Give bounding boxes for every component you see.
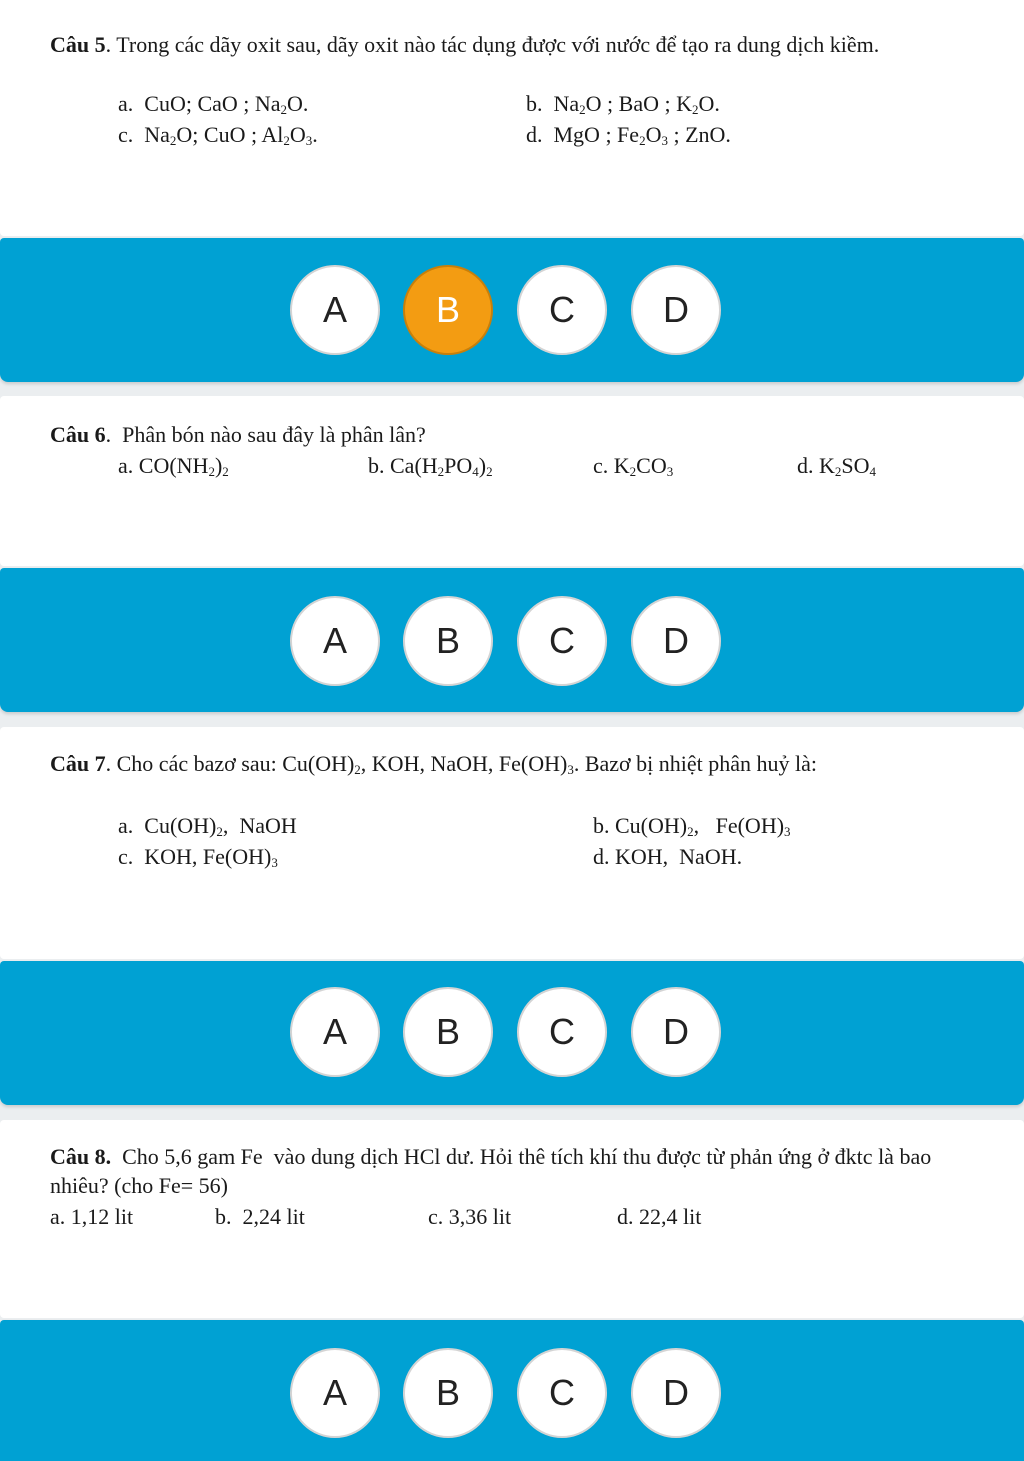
question-body: . Cho các bazơ sau: $Cu(OH)_2$, KOH, NaOH, $Fe(OH)_3$. Bazơ bị nhiệt phân huỷ là: bbox=[105, 751, 818, 777]
answer-button-a[interactable]: A bbox=[290, 987, 380, 1077]
answer-button-b[interactable]: B bbox=[403, 596, 493, 686]
question-panel bbox=[0, 0, 1024, 236]
answer-button-a[interactable]: A bbox=[290, 596, 380, 686]
question-number: Câu 7 bbox=[50, 751, 106, 776]
answer-button-c[interactable]: C bbox=[517, 265, 607, 355]
option-d: d. 22,4 lit bbox=[617, 1204, 702, 1229]
answer-button-b[interactable]: B bbox=[403, 1348, 493, 1438]
option-d: d. KOH, NaOH. bbox=[593, 844, 743, 869]
option-a: a. 1,12 lit bbox=[50, 1204, 134, 1229]
option-a: a. $Cu(OH)_2$, NaOH bbox=[118, 813, 297, 839]
answer-button-b[interactable]: B bbox=[403, 987, 493, 1077]
question-text bbox=[50, 749, 974, 778]
question-number: Câu 5 bbox=[50, 32, 106, 57]
question-panel bbox=[0, 727, 1024, 959]
option-d: d. MgO ; $Fe_2O_3$ ; ZnO. bbox=[526, 122, 731, 148]
option-b: b. $Na_2O$ ; BaO ; $K_2O$. bbox=[526, 91, 720, 117]
answer-bar bbox=[0, 1320, 1024, 1461]
option-c: c. $Na_2O$; CuO ; $Al_2O_3$. bbox=[118, 122, 318, 148]
answer-button-a[interactable]: A bbox=[290, 1348, 380, 1438]
question-text bbox=[50, 420, 974, 449]
question-body: . Trong các dãy oxit sau, dãy oxit nào tác dụng được với nước để tạo ra dung dịch kiềm. bbox=[105, 32, 880, 57]
answer-button-c[interactable]: C bbox=[517, 596, 607, 686]
answer-bar bbox=[0, 238, 1024, 382]
option-c: c. $K_2CO_3$ bbox=[593, 453, 674, 479]
question-panel bbox=[0, 1120, 1024, 1318]
option-b: b. 2,24 lit bbox=[215, 1204, 305, 1229]
answer-bar bbox=[0, 961, 1024, 1105]
question-number: Câu 6 bbox=[50, 422, 106, 447]
question-body: . Phân bón nào sau đây là phân lân? bbox=[105, 422, 426, 447]
option-c: c. KOH, $Fe(OH)_3$ bbox=[118, 844, 278, 870]
answer-button-d[interactable]: D bbox=[631, 987, 721, 1077]
option-c: c. 3,36 lit bbox=[428, 1204, 512, 1229]
answer-button-c[interactable]: C bbox=[517, 1348, 607, 1438]
answer-button-b[interactable]: B bbox=[403, 265, 493, 355]
answer-bar bbox=[0, 568, 1024, 712]
answer-button-a[interactable]: A bbox=[290, 265, 380, 355]
answer-button-d[interactable]: D bbox=[631, 1348, 721, 1438]
answer-button-d[interactable]: D bbox=[631, 596, 721, 686]
option-b: b. $Cu(OH)_2$, $Fe(OH)_3$ bbox=[593, 813, 791, 839]
option-b: b. $Ca(H_2PO_4)_2$ bbox=[368, 453, 493, 479]
answer-button-c[interactable]: C bbox=[517, 987, 607, 1077]
answer-button-d[interactable]: D bbox=[631, 265, 721, 355]
question-text bbox=[50, 30, 974, 59]
question-body: Cho 5,6 gam Fe vào dung dịch HCl dư. Hỏi thê tích khí thu được từ phản ứng ở đktc là bao nhiêu? (cho Fe= 56) bbox=[50, 1144, 932, 1198]
question-text bbox=[50, 1142, 976, 1200]
option-d: d. $K_2SO_4$ bbox=[797, 453, 877, 479]
question-number: Câu 8. bbox=[50, 1144, 112, 1169]
option-a: a. $CO(NH_2)_2$ bbox=[118, 453, 229, 479]
question-panel bbox=[0, 396, 1024, 566]
option-a: a. CuO; CaO ; $Na_2O$. bbox=[118, 91, 309, 117]
